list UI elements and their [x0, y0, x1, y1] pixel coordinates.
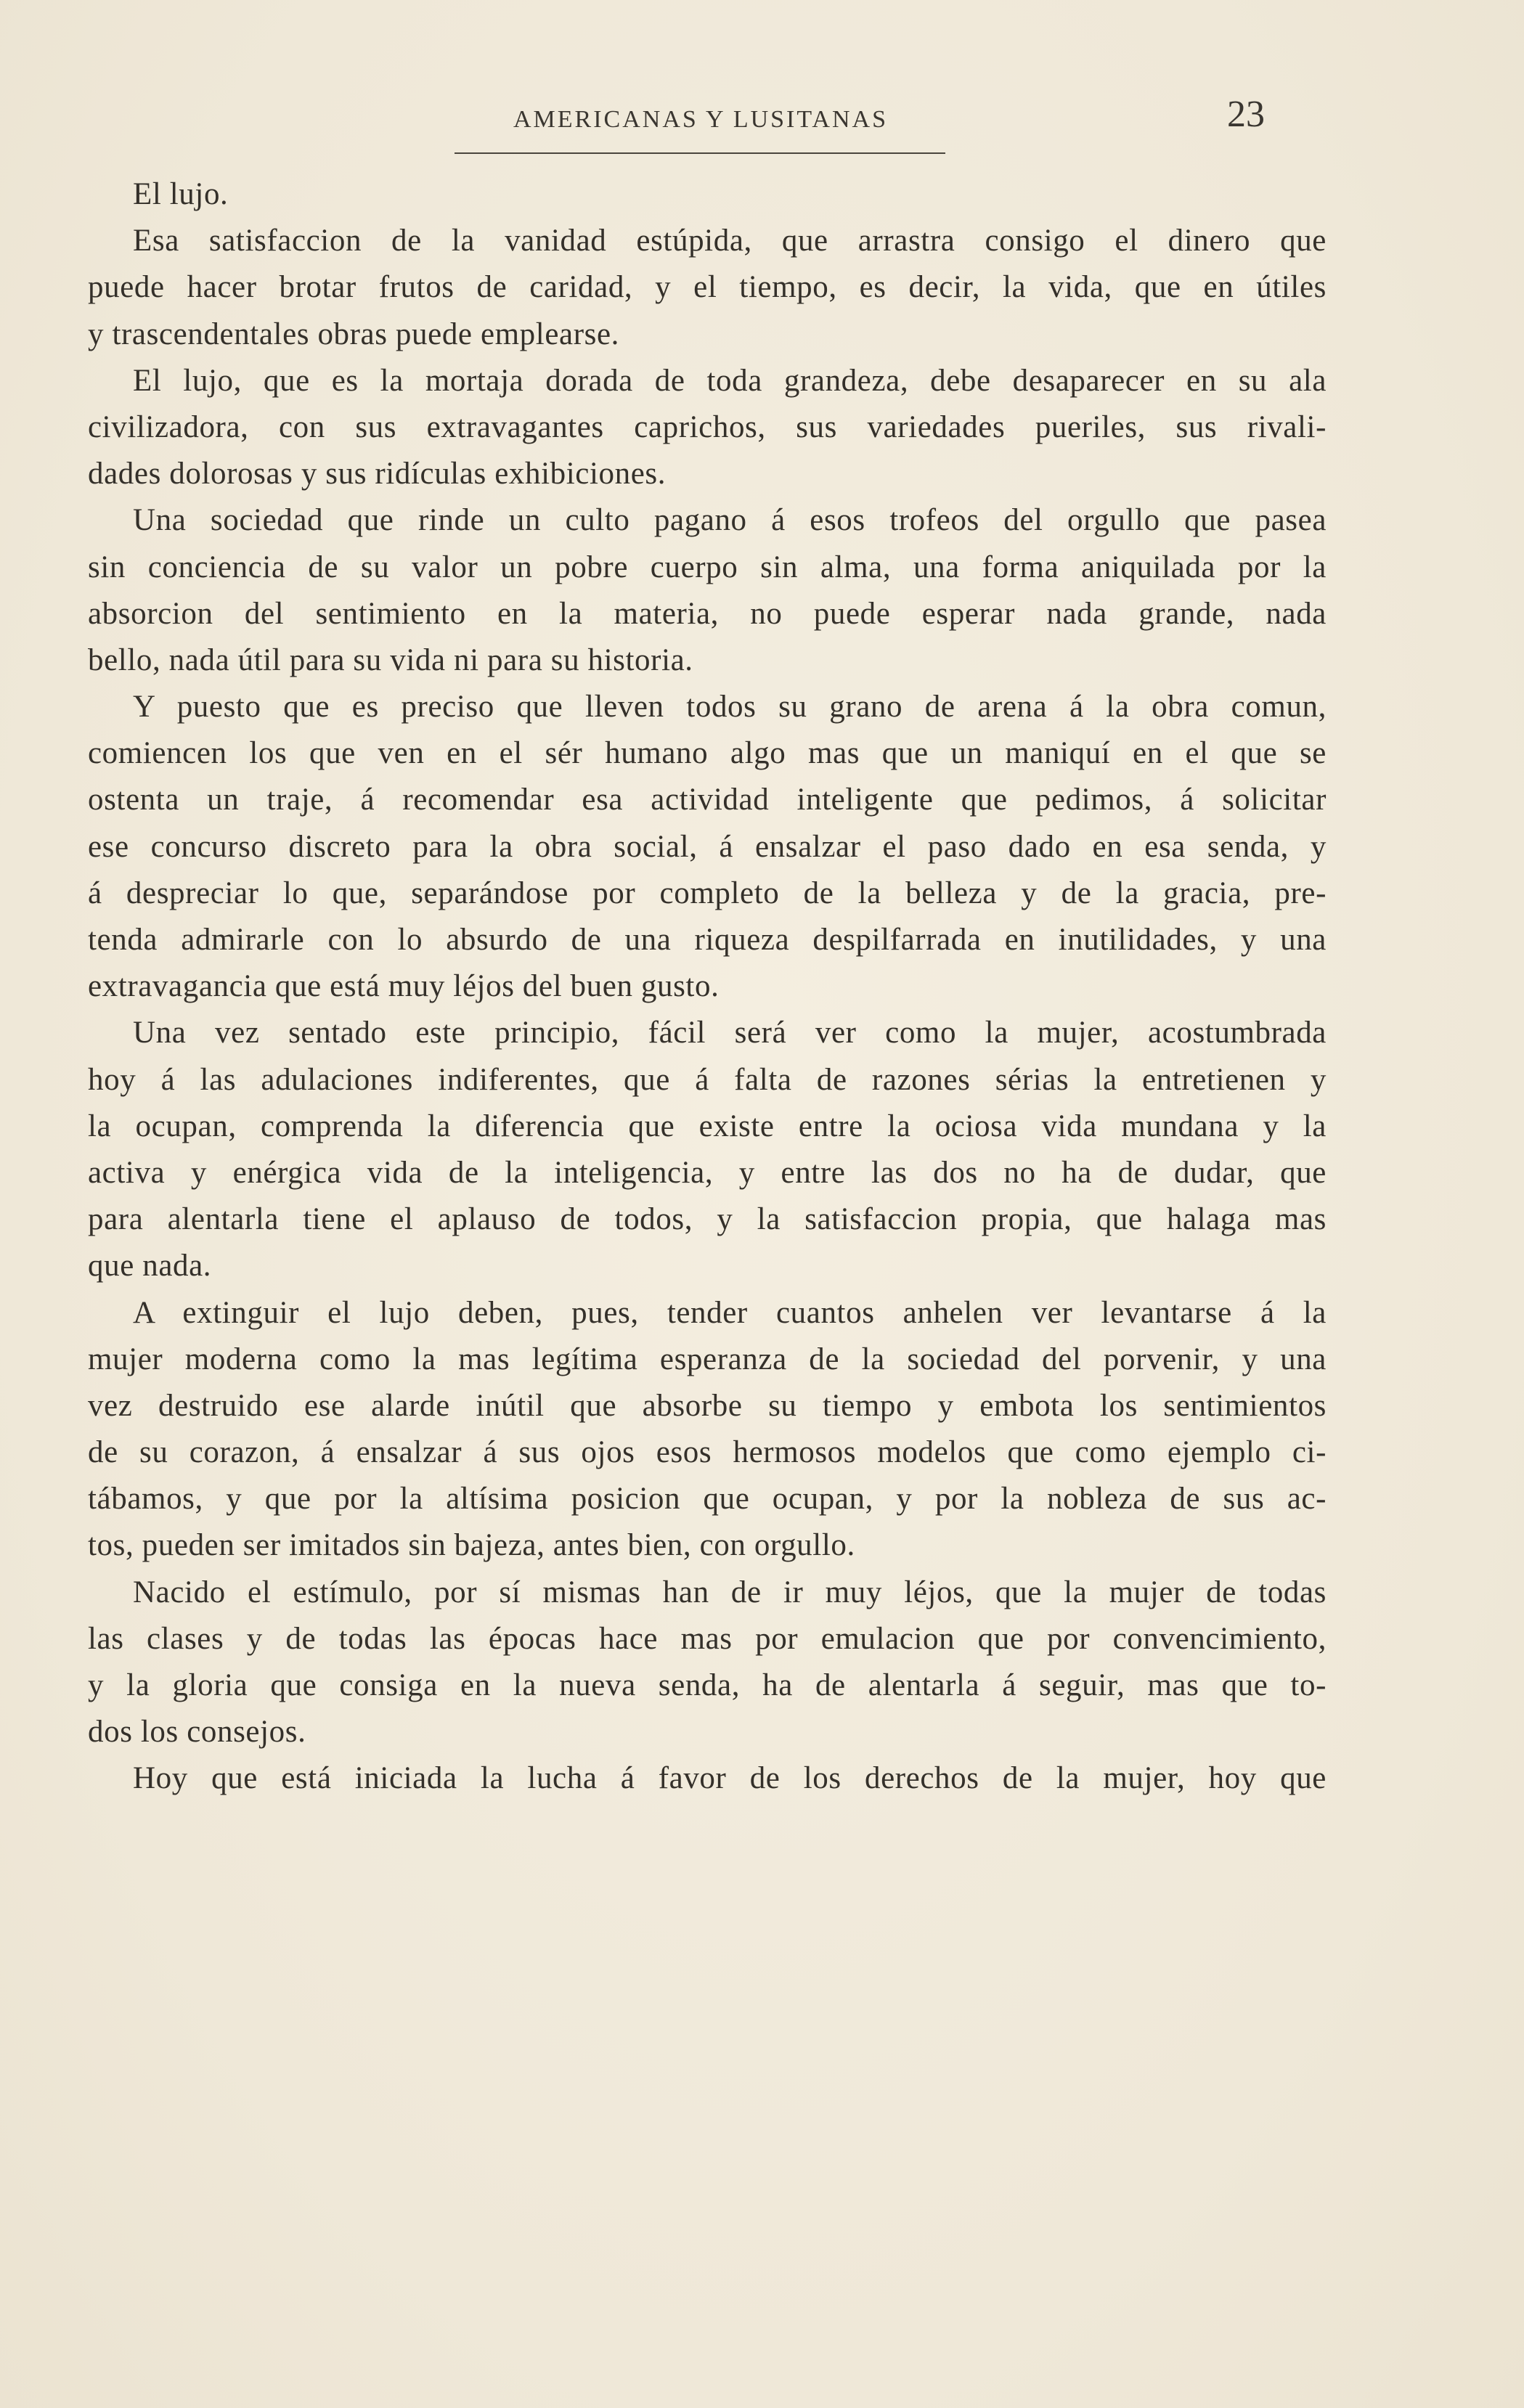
text-line: hoy á las adulaciones indiferentes, que á falta de razones sérias la entretienen y	[88, 1062, 1327, 1097]
text-line: y trascendentales obras puede emplearse.	[88, 317, 619, 351]
paragraph	[88, 1570, 1327, 1756]
paragraph	[88, 684, 1327, 1010]
text-line: la ocupan, comprenda la diferencia que existe entre la ociosa vida mundana y la	[88, 1109, 1327, 1143]
text-line: comiencen los que ven en el sér humano algo mas que un maniquí en el que se	[88, 736, 1327, 771]
text-line: Una sociedad que rinde un culto pagano á esos trofeos del orgullo que pasea	[133, 503, 1327, 538]
text-line: y la gloria que consiga en la nueva senda, ha de alentarla á seguir, mas que to-	[88, 1668, 1327, 1702]
paragraph	[88, 1755, 1327, 1802]
text-line: tos, pueden ser imitados sin bajeza, antes bien, con orgullo.	[88, 1528, 855, 1563]
text-line: dades dolorosas y sus ridículas exhibiciones.	[88, 457, 667, 491]
text-line: que nada.	[88, 1249, 212, 1283]
paragraph	[88, 1290, 1327, 1570]
text-line: El lujo, que es la mortaja dorada de toda grandeza, debe desaparecer en su ala	[133, 363, 1327, 398]
text-line: El lujo.	[133, 177, 229, 211]
header-rule	[455, 152, 945, 154]
text-line: de su corazon, á ensalzar á sus ojos esos hermosos modelos que como ejemplo ci-	[88, 1435, 1327, 1470]
text-line: Y puesto que es preciso que lleven todos su grano de arena á la obra comun,	[133, 690, 1327, 725]
text-line: ostenta un traje, á recomendar esa actividad inteligente que pedimos, á solicitar	[88, 783, 1327, 817]
text-line: Nacido el estímulo, por sí mismas han de ir muy léjos, que la mujer de todas	[133, 1575, 1327, 1609]
text-line: dos los consejos.	[88, 1715, 306, 1750]
text-line: A extinguir el lujo deben, pues, tender cuantos anhelen ver levantarse á la	[133, 1295, 1327, 1330]
text-line: Esa satisfaccion de la vanidad estúpida, que arrastra consigo el dinero que	[133, 224, 1327, 258]
text-line: mujer moderna como la mas legítima esperanza de la sociedad del porvenir, y una	[88, 1342, 1327, 1376]
paragraph	[88, 497, 1327, 684]
text-line: para alentarla tiene el aplauso de todos, y la satisfaccion propia, que halaga mas	[88, 1202, 1327, 1237]
text-line: tábamos, y que por la altísima posicion que ocupan, y por la nobleza de sus ac-	[88, 1482, 1327, 1517]
running-title: AMERICANAS Y LUSITANAS	[513, 106, 888, 133]
text-line: las clases y de todas las épocas hace mas por emulacion que por convencimiento,	[88, 1621, 1327, 1656]
text-line: vez destruido ese alarde inútil que absorbe su tiempo y embota los sentimientos	[88, 1388, 1327, 1423]
paragraph	[88, 218, 1327, 358]
page-number: 23	[1227, 94, 1265, 135]
text-line: puede hacer brotar frutos de caridad, y el tiempo, es decir, la vida, que en útiles	[88, 270, 1327, 305]
text-line: activa y enérgica vida de la inteligencia, y entre las dos no ha de dudar, que	[88, 1155, 1327, 1190]
paragraph	[88, 358, 1327, 498]
text-line: ese concurso discreto para la obra social, á ensalzar el paso dado en esa senda, y	[88, 829, 1327, 864]
text-line: bello, nada útil para su vida ni para su historia.	[88, 642, 693, 677]
paragraph	[88, 171, 1327, 218]
text-line: á despreciar lo que, separándose por completo de la belleza y de la gracia, pre-	[88, 876, 1327, 910]
text-line: civilizadora, con sus extravagantes caprichos, sus variedades pueriles, sus rivali-	[88, 409, 1327, 444]
text-line: Una vez sentado este principio, fácil será ver como la mujer, acostumbrada	[133, 1016, 1327, 1050]
text-line: tenda admirarle con lo absurdo de una riqueza despilfarrada en inutilidades, y una	[88, 923, 1327, 957]
text-line: absorcion del sentimiento en la materia, no puede esperar nada grande, nada	[88, 596, 1327, 631]
text-line: extravagancia que está muy léjos del buen gusto.	[88, 969, 720, 1004]
body-text	[88, 171, 1327, 1803]
paragraph	[88, 1010, 1327, 1289]
text-line: Hoy que está iniciada la lucha á favor de los derechos de la mujer, hoy que	[133, 1761, 1327, 1796]
text-line: sin conciencia de su valor un pobre cuerpo sin alma, una forma aniquilada por la	[88, 550, 1327, 584]
